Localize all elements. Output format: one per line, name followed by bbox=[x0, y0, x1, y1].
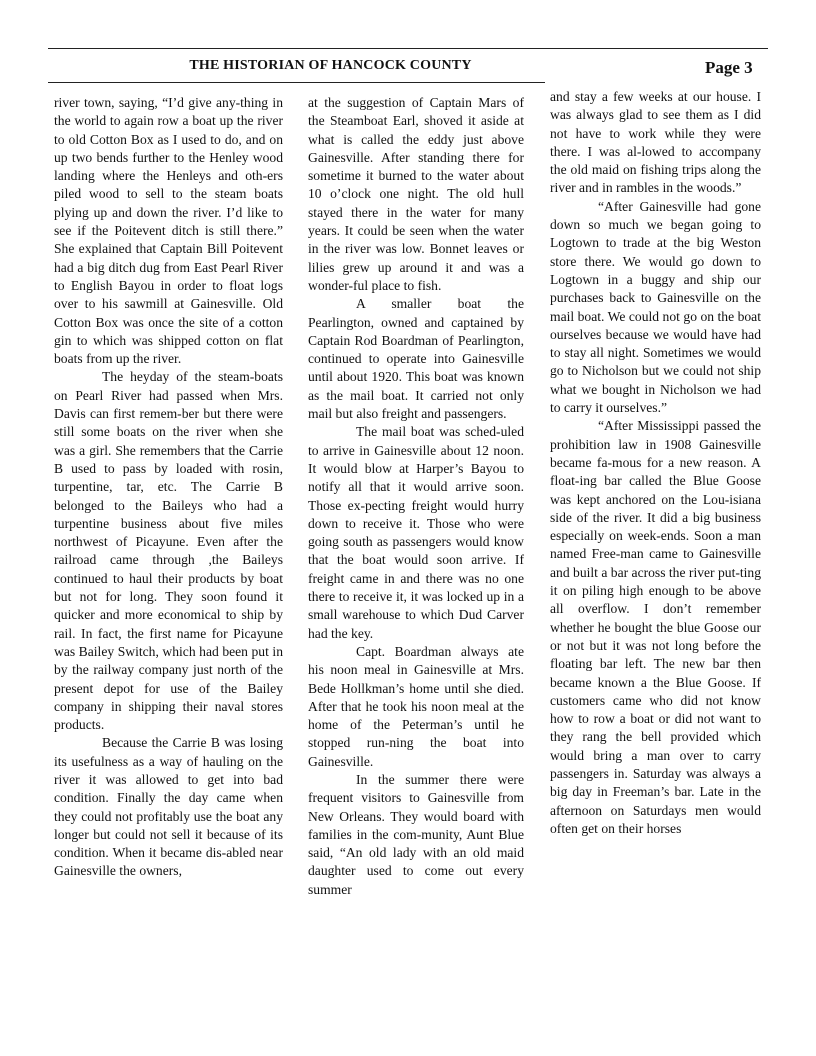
paragraph: “After Gainesville had gone down so much we began going to Logtown to trade at the big Weston store there. We would go down to Logtown in a buggy and ship our purchases back to Gainesville on the mail boat. We could not go on the boat ourselves because we would have had to stay all night. Sometimes we would go to Nicholson but we could not ship what we bought in Nicholson we had to carry it ourselves.” bbox=[550, 198, 761, 416]
paragraph: In the summer there were frequent visitors to Gainesville from New Orleans. They would board with families in the com-munity, Aunt Blue said, “An old lady with an old maid daughter used to come out every summer bbox=[308, 771, 524, 897]
paragraph: Because the Carrie B was losing its usefulness as a way of hauling on the river it was allowed to get into bad condition. Finally the day came when they could not profitably use the boat any longer but could not sell it because of its condition. When it became dis-abled near Gainesville the owners, bbox=[54, 735, 283, 879]
paragraph: river town, saying, “I’d give any-thing in the world to again row a boat up the river to old Cotton Box as I used to do, and on up two bends further to the Henley wood landing where the Henleys and oth-ers piled wood to sell to the steam boats plying up and down the river. I’d like to see if the Poitevent ditch is still there.” She explained that Captain Bill Poitevent had a big ditch dug from East Pearl River to English Bayou in order to float logs over to his sawmill at Gainesville. Old Cotton Box was once the site of a cotton gin to which was shipped cotton on flat boats from up the river. bbox=[54, 95, 283, 367]
article-column-2 bbox=[308, 94, 524, 899]
header-bottom-rule bbox=[48, 82, 545, 83]
paragraph: The mail boat was sched-uled to arrive in Gainesville about 12 noon. It would blow at Harper’s Bayou to notify all that it would arrive soon. Those ex-pecting freight would hurry down to receive it. Those who were going south as passengers would know that the boat would soon arrive. If freight came in and there was no one there to receive it, it was locked up in a small warehouse to which Dud Carver had the key. bbox=[308, 424, 524, 641]
article-column-1 bbox=[54, 94, 283, 881]
header-top-rule bbox=[48, 48, 768, 49]
newsletter-title: THE HISTORIAN OF HANCOCK COUNTY bbox=[189, 58, 472, 73]
article-column-3 bbox=[550, 88, 761, 838]
page-number: Page 3 bbox=[705, 58, 753, 77]
paragraph: and stay a few weeks at our house. I was always glad to see them as I did not have to work while they were there. I was al-lowed to accompany the old maid on fishing trips along the river and in rambles in the woods.” bbox=[550, 89, 761, 196]
paragraph: A smaller boat the Pearlington, owned and captained by Captain Rod Boardman of Pearlington, continued to operate into Gainesville until about 1920. This boat was known as the mail boat. It carried not only mail but also freight and passengers. bbox=[308, 296, 524, 422]
paragraph: Capt. Boardman always ate his noon meal in Gainesville at Mrs. Bede Hollkman’s home until she died. After that he took his noon meal at the home of the Peterman’s until he stopped run-ning the boat into Gainesville. bbox=[308, 643, 524, 769]
paragraph: “After Mississippi passed the prohibition law in 1908 Gainesville became fa-mous for a new reason. A float-ing bar called the Blue Goose was kept anchored on the Lou-isiana side of the river. It did a big business especially on week-ends. Soon a man named Free-man came to Gainesville and built a bar across the river put-ting it on piling high enough to be above all overflow. I don’t remember whether he bought the blue Goose our or not but it was not long before the floating bar left. The new bar then became known a the Blue Goose. If customers came who did not know how to row a boat or did not want to they rang the bell provided which would bring a man over to carry passengers in. Saturday was always a big day in Freeman’s bar. Late in the afternoon on Saturdays men would often get on their horses bbox=[550, 418, 762, 836]
paragraph: The heyday of the steam-boats on Pearl River had passed when Mrs. Davis can first remem-ber but there were still some boats on the river when she was a girl. She remembers that the Carrie B used to pass by loaded with rosin, turpentine, tar, etc. The Carrie B belonged to the Baileys who had a turpentine business about five miles northwest of Picayune. Even after the railroad came through ,the Baileys continued to haul their products by boat but not for long. They soon found it quicker and more economical to ship by rail. In fact, the first name for Picayune was Bailey Switch, which had been put in by the railway company just north of the present depot for use of the Bailey company in shipping their naval stores products. bbox=[54, 369, 283, 733]
paragraph: at the suggestion of Captain Mars of the Steamboat Earl, shoved it aside at what is called the eddy just above Gainesville. After standing there for sometime it burned to the water about 10 o’clock one night. The old hull stayed there in the water for many years. It could be seen when the water in the river was low. Bonnet leaves or lilies grew up around it and was a wonder-ful place to fish. bbox=[308, 95, 524, 293]
